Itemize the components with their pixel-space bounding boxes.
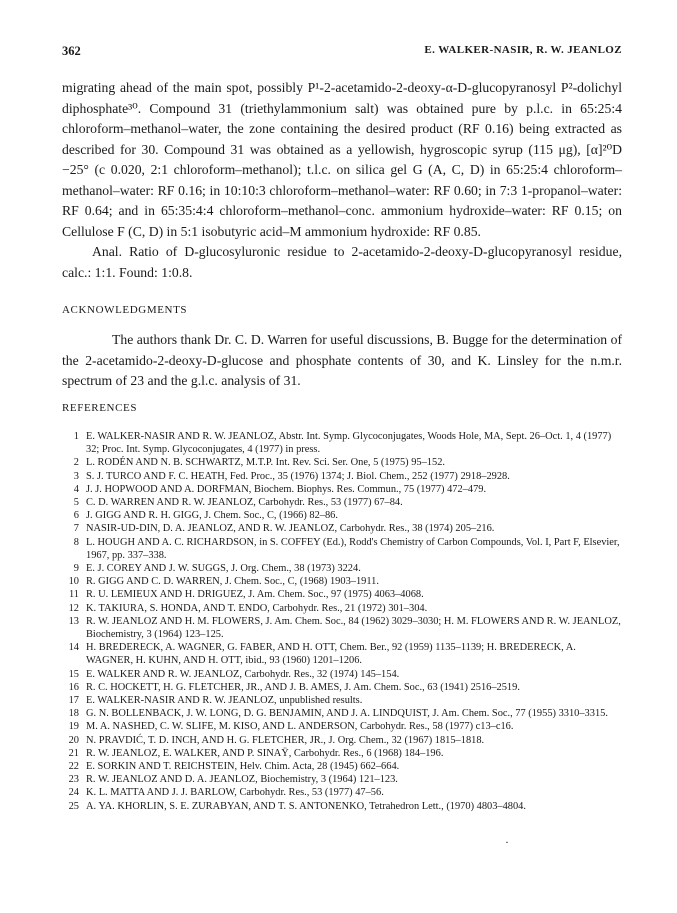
reference-text: J. J. HOPWOOD AND A. DORFMAN, Biochem. Biophys. Res. Commun., 75 (1977) 472–479.: [86, 483, 487, 495]
reference-number: 20: [68, 734, 79, 746]
reference-item: [62, 430, 622, 456]
reference-item: [62, 707, 622, 720]
reference-number: 24: [68, 787, 79, 799]
reference-text: L. HOUGH AND A. C. RICHARDSON, in S. COFFEY (Ed.), Rodd's Chemistry of Carbon Compounds, Vol. I, Part F, Elsevier, 1967, pp. 337–338.: [86, 536, 620, 561]
reference-number: 18: [68, 708, 79, 720]
reference-number: 14: [68, 642, 79, 654]
reference-text: R. GIGG AND C. D. WARREN, J. Chem. Soc., C, (1968) 1903–1911.: [86, 576, 379, 588]
reference-number: 1: [73, 431, 79, 442]
reference-text: N. PRAVDIĆ, T. D. INCH, AND H. G. FLETCHER, JR., J. Org. Chem., 32 (1967) 1815–1818.: [86, 734, 485, 746]
reference-text: NASIR-UD-DIN, D. A. JEANLOZ, AND R. W. JEANLOZ, Carbohydr. Res., 38 (1974) 205–216.: [86, 523, 495, 535]
reference-number: 22: [68, 761, 79, 773]
reference-text: M. A. NASHED, C. W. SLIFE, M. KISO, AND L. ANDERSON, Carbohydr. Res., 58 (1977) c13–c16.: [86, 721, 514, 733]
reference-number: 5: [73, 497, 79, 509]
reference-item: [62, 800, 622, 813]
reference-number: 4: [73, 483, 79, 495]
reference-item: [62, 483, 622, 496]
reference-item: [62, 575, 622, 588]
reference-item: [62, 522, 622, 535]
reference-item: [62, 720, 622, 733]
reference-number: 8: [73, 536, 79, 548]
reference-text: A. YA. KHORLIN, S. E. ZURABYAN, AND T. S. ANTONENKO, Tetrahedron Lett., (1970) 4803–4804.: [86, 800, 526, 812]
reference-text: E. J. COREY AND J. W. SUGGS, J. Org. Chem., 38 (1973) 3224.: [86, 563, 361, 575]
reference-number: 12: [68, 602, 79, 614]
body-text: [62, 78, 622, 283]
reference-item: [62, 694, 622, 707]
reference-list: [62, 430, 622, 813]
reference-item: [62, 760, 622, 773]
reference-item: [62, 562, 622, 575]
reference-item: [62, 509, 622, 522]
reference-number: 25: [68, 800, 79, 812]
reference-text: H. BREDERECK, A. WAGNER, G. FABER, AND H. OTT, Chem. Ber., 92 (1959) 1135–1139; H. BREDERECK, A. WAGNER, H. KUHN, AND H. OTT, ibid., 93 (1960) 1201–1206.: [86, 642, 576, 667]
acknowledgments-heading: ACKNOWLEDGMENTS: [62, 304, 188, 316]
reference-item: [62, 681, 622, 694]
reference-text: K. L. MATTA AND J. J. BARLOW, Carbohydr. Res., 53 (1977) 47–56.: [86, 787, 384, 799]
reference-item: [62, 602, 622, 615]
reference-text: R. W. JEANLOZ AND D. A. JEANLOZ, Biochemistry, 3 (1964) 121–123.: [86, 774, 398, 786]
reference-item: [62, 615, 622, 641]
reference-item: [62, 734, 622, 747]
reference-text: J. GIGG AND R. H. GIGG, J. Chem. Soc., C, (1966) 82–86.: [86, 510, 338, 522]
reference-number: 17: [68, 695, 79, 707]
reference-text: S. J. TURCO AND F. C. HEATH, Fed. Proc., 35 (1976) 1374; J. Biol. Chem., 252 (1977) 2918–2928.: [86, 470, 510, 482]
reference-number: 13: [68, 615, 79, 627]
body-paragraph-1: migrating ahead of the main spot, possibly P¹-2-acetamido-2-deoxy-α-D-glucopyranosyl P²-dolichyl diphosphate³⁰. Compound 31 (triethylammonium salt) was obtained pure by p.l.c. in 65:25:4 chloroform–methanol–water, the zone containing the desired product (RF 0.16) being extracted as described for 30. Compound 31 was obtained as a yellowish, hygroscopic syrup (115 μg), [α]²⁰D −25° (c 0.020, 2:1 chloroform–methanol); t.l.c. on silica gel G (A, C, D) in 65:25:4 chloroform–methanol–water: RF 0.16; in 10:10:3 chloroform–methanol–water: RF 0.60; in 7:3 1-propanol–water: RF 0.64; and in 65:35:4:4 chloroform–methanol–conc. ammonium hydroxide–water: RF 0.15; on Cellulose F (C, D) in 5:1 isobutyric acid–M ammonium hydroxide: RF 0.85.: [62, 80, 622, 239]
reference-text: R. W. JEANLOZ, E. WALKER, AND P. SINAŸ, Carbohydr. Res., 6 (1968) 184–196.: [86, 747, 444, 759]
reference-item: [62, 470, 622, 483]
reference-item: [62, 456, 622, 469]
body-paragraph-2: Anal. Ratio of D-glucosyluronic residue to 2-acetamido-2-deoxy-D-glucopyranosyl residue, calc.: 1:1. Found: 1:0.8.: [62, 244, 622, 280]
reference-item: [62, 641, 622, 667]
page-header: [62, 44, 622, 62]
reference-item: [62, 668, 622, 681]
reference-text: E. WALKER-NASIR AND R. W. JEANLOZ, unpublished results.: [86, 695, 363, 707]
reference-item: [62, 747, 622, 760]
reference-item: [62, 496, 622, 509]
reference-number: 7: [73, 523, 79, 535]
reference-number: 19: [68, 721, 79, 733]
reference-text: R. W. JEANLOZ AND H. M. FLOWERS, J. Am. Chem. Soc., 84 (1962) 3029–3030; H. M. FLOWERS AND R. W. JEANLOZ, Biochemistry, 3 (1964) 123–125.: [86, 615, 621, 641]
reference-item: [62, 588, 622, 601]
acknowledgments-text: The authors thank Dr. C. D. Warren for useful discussions, B. Bugge for the determination of the 2-acetamido-2-deoxy-D-glucose and phosphate contents of 30, and K. Linsley for the n.m.r. spectrum of 23 and the g.l.c. analysis of 31.: [62, 332, 622, 388]
reference-text: L. RODÉN AND N. B. SCHWARTZ, M.T.P. Int. Rev. Sci. Ser. One, 5 (1975) 95–152.: [86, 457, 445, 469]
reference-text: R. U. LEMIEUX AND H. DRIGUEZ, J. Am. Chem. Soc., 97 (1975) 4063–4068.: [86, 589, 424, 601]
reference-text: E. SORKIN AND T. REICHSTEIN, Helv. Chim. Acta, 28 (1945) 662–664.: [86, 761, 400, 773]
reference-item: [62, 786, 622, 799]
reference-number: 16: [68, 681, 79, 693]
reference-item: [62, 536, 622, 562]
reference-text: C. D. WARREN AND R. W. JEANLOZ, Carbohydr. Res., 53 (1977) 67–84.: [86, 497, 403, 509]
reference-text: R. C. HOCKETT, H. G. FLETCHER, JR., AND J. B. AMES, J. Am. Chem. Soc., 63 (1941) 2516–2519.: [86, 681, 520, 693]
reference-number: 3: [73, 470, 79, 482]
reference-text: K. TAKIURA, S. HONDA, AND T. ENDO, Carbohydr. Res., 21 (1972) 301–304.: [86, 602, 428, 614]
scan-mark: ·: [505, 835, 509, 849]
reference-number: 10: [68, 576, 79, 588]
reference-number: 23: [68, 774, 79, 786]
reference-text: E. WALKER AND R. W. JEANLOZ, Carbohydr. Res., 32 (1974) 145–154.: [86, 668, 400, 680]
reference-item: [62, 773, 622, 786]
reference-number: 6: [73, 510, 79, 522]
running-head: E. WALKER-NASIR, R. W. JEANLOZ: [424, 44, 622, 56]
references-heading: REFERENCES: [62, 402, 138, 414]
reference-number: 11: [68, 589, 79, 601]
acknowledgments-section: [62, 330, 622, 392]
reference-number: 9: [73, 563, 79, 575]
reference-text: E. WALKER-NASIR AND R. W. JEANLOZ, Abstr. Int. Symp. Glycoconjugates, Woods Hole, MA, Sept. 26–Oct. 1, 4 (1977) 32; Proc. Int. Symp. Glycoconjugates, 4 (1977) in press.: [86, 431, 612, 456]
reference-number: 21: [68, 747, 79, 759]
reference-number: 2: [73, 457, 79, 469]
reference-text: G. N. BOLLENBACK, J. W. LONG, D. G. BENJAMIN, AND J. A. LINDQUIST, J. Am. Chem. Soc., 77 (1955) 3310–3315.: [86, 708, 608, 720]
reference-number: 15: [68, 668, 79, 680]
page-number: 362: [62, 44, 81, 58]
